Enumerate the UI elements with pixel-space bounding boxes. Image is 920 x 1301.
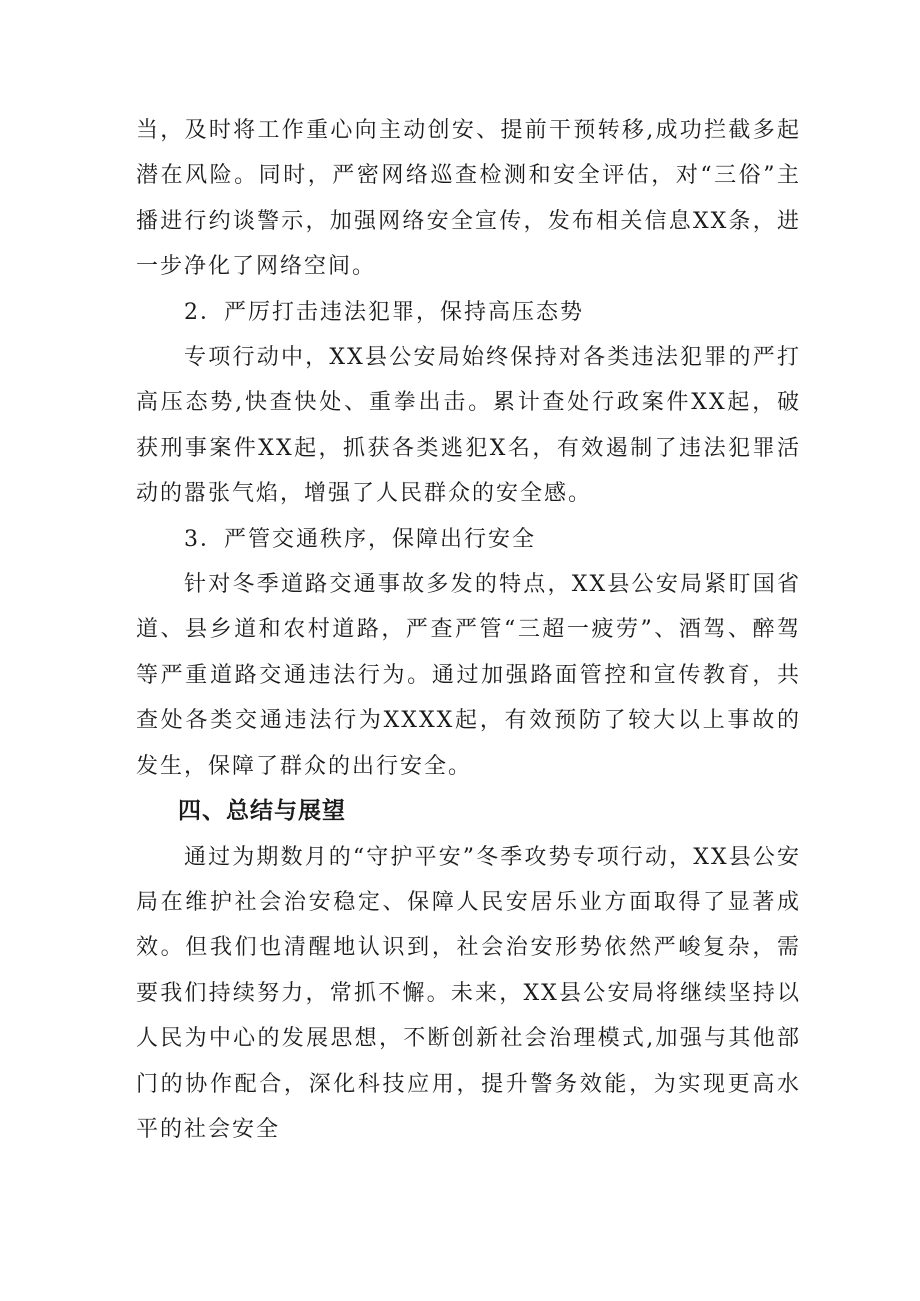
subheading-traffic-order: 3．严管交通秩序，保障出行安全 bbox=[184, 526, 536, 552]
document-body bbox=[136, 108, 801, 1152]
paragraph-traffic-safety: 针对冬季道路交通事故多发的特点，XX县公安局紧盯国省道、县乡道和农村道路，严查严管“三超一疲劳”、酒驾、醉驾等严重道路交通违法行为。通过加强路面管控和宣传教育，共查处各类交通违法行为XXXX起，有效预防了较大以上事故的发生，保障了群众的出行安全。 bbox=[136, 572, 801, 779]
paragraph-summary-outlook: 通过为期数月的“守护平安”冬季攻势专项行动，XX县公安局在维护社会治安稳定、保障人民安居乐业方面取得了显著成效。但我们也清醒地认识到，社会治安形势依然严峻复杂，需要我们持续努力，常抓不懈。未来，XX县公安局将继续坚持以人民为中心的发展思想，不断创新社会治理模式,加强与其他部门的协作配合，深化科技应用，提升警务效能，为实现更高水平的社会安全 bbox=[136, 844, 801, 1142]
paragraph-network-security-continuation: 当，及时将工作重心向主动创安、提前干预转移,成功拦截多起潜在风险。同时，严密网络巡查检测和安全评估，对“三俗”主播进行约谈警示，加强网络安全宣传，发布相关信息XX条，进一步净化了网络空间。 bbox=[136, 118, 801, 280]
section-heading-summary-outlook: 四、总结与展望 bbox=[178, 798, 346, 825]
paragraph-crime-crackdown: 专项行动中，XX县公安局始终保持对各类违法犯罪的严打高压态势,快查快处、重拳出击。累计查处行政案件XX起，破获刑事案件XX起，抓获各类逃犯X名，有效遏制了违法犯罪活动的嚣张气焰，增强了人民群众的安全感。 bbox=[136, 345, 801, 507]
subheading-crack-down-crime: 2．严厉打击违法犯罪，保持高压态势 bbox=[184, 299, 584, 325]
